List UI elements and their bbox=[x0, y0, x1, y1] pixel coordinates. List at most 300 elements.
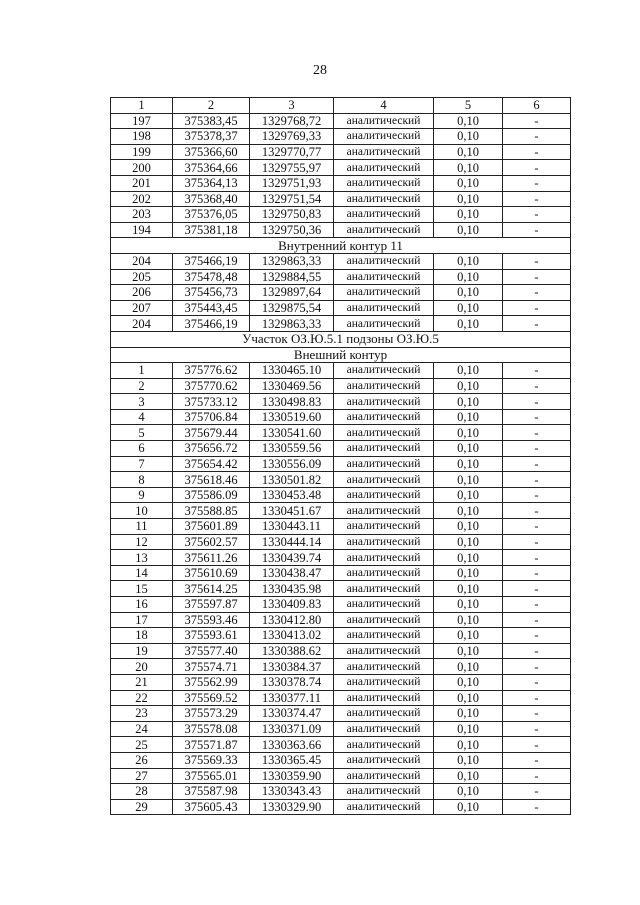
y-coordinate-cell: 1330501.82 bbox=[250, 472, 334, 488]
accuracy-cell: 0,10 bbox=[434, 674, 503, 690]
accuracy-cell: 0,10 bbox=[434, 144, 503, 160]
table-row bbox=[111, 519, 571, 535]
method-cell: аналитический bbox=[334, 784, 434, 800]
method-cell: аналитический bbox=[334, 690, 434, 706]
accuracy-cell: 0,10 bbox=[434, 378, 503, 394]
table-row bbox=[111, 175, 571, 191]
point-number-cell: 8 bbox=[111, 472, 173, 488]
accuracy-cell: 0,10 bbox=[434, 269, 503, 285]
note-cell: - bbox=[503, 503, 571, 519]
accuracy-cell: 0,10 bbox=[434, 706, 503, 722]
column-header: 6 bbox=[503, 98, 571, 114]
x-coordinate-cell: 375597.87 bbox=[173, 597, 250, 613]
table-row bbox=[111, 784, 571, 800]
accuracy-cell: 0,10 bbox=[434, 191, 503, 207]
note-cell: - bbox=[503, 144, 571, 160]
table-header-row bbox=[111, 98, 571, 114]
point-number-cell: 204 bbox=[111, 253, 173, 269]
point-number-cell: 5 bbox=[111, 425, 173, 441]
method-cell: аналитический bbox=[334, 799, 434, 815]
x-coordinate-cell: 375588.85 bbox=[173, 503, 250, 519]
y-coordinate-cell: 1330412.80 bbox=[250, 612, 334, 628]
note-cell: - bbox=[503, 409, 571, 425]
note-cell: - bbox=[503, 565, 571, 581]
y-coordinate-cell: 1330444.14 bbox=[250, 534, 334, 550]
accuracy-cell: 0,10 bbox=[434, 456, 503, 472]
point-number-cell: 197 bbox=[111, 113, 173, 129]
method-cell: аналитический bbox=[334, 487, 434, 503]
y-coordinate-cell: 1330469.56 bbox=[250, 378, 334, 394]
note-cell: - bbox=[503, 472, 571, 488]
y-coordinate-cell: 1330435.98 bbox=[250, 581, 334, 597]
x-coordinate-cell: 375706.84 bbox=[173, 409, 250, 425]
accuracy-cell: 0,10 bbox=[434, 721, 503, 737]
x-coordinate-cell: 375443,45 bbox=[173, 300, 250, 316]
y-coordinate-cell: 1329751,54 bbox=[250, 191, 334, 207]
method-cell: аналитический bbox=[334, 253, 434, 269]
table-row bbox=[111, 269, 571, 285]
y-coordinate-cell: 1329863,33 bbox=[250, 316, 334, 332]
y-coordinate-cell: 1330413.02 bbox=[250, 628, 334, 644]
method-cell: аналитический bbox=[334, 175, 434, 191]
point-number-cell: 28 bbox=[111, 784, 173, 800]
y-coordinate-cell: 1330329.90 bbox=[250, 799, 334, 815]
table-row bbox=[111, 456, 571, 472]
section-heading-row bbox=[111, 238, 571, 254]
note-cell: - bbox=[503, 581, 571, 597]
section-heading: Внешний контур bbox=[111, 347, 571, 363]
point-number-cell: 13 bbox=[111, 550, 173, 566]
y-coordinate-cell: 1329770,77 bbox=[250, 144, 334, 160]
x-coordinate-cell: 375466,19 bbox=[173, 316, 250, 332]
table-row bbox=[111, 394, 571, 410]
table-row bbox=[111, 659, 571, 675]
method-cell: аналитический bbox=[334, 659, 434, 675]
y-coordinate-cell: 1330343.43 bbox=[250, 784, 334, 800]
table-row bbox=[111, 643, 571, 659]
table-row bbox=[111, 425, 571, 441]
method-cell: аналитический bbox=[334, 674, 434, 690]
accuracy-cell: 0,10 bbox=[434, 316, 503, 332]
point-number-cell: 207 bbox=[111, 300, 173, 316]
point-number-cell: 20 bbox=[111, 659, 173, 675]
accuracy-cell: 0,10 bbox=[434, 487, 503, 503]
point-number-cell: 2 bbox=[111, 378, 173, 394]
method-cell: аналитический bbox=[334, 300, 434, 316]
x-coordinate-cell: 375366,60 bbox=[173, 144, 250, 160]
point-number-cell: 6 bbox=[111, 441, 173, 457]
point-number-cell: 205 bbox=[111, 269, 173, 285]
point-number-cell: 16 bbox=[111, 597, 173, 613]
x-coordinate-cell: 375478,48 bbox=[173, 269, 250, 285]
table-row bbox=[111, 300, 571, 316]
note-cell: - bbox=[503, 534, 571, 550]
method-cell: аналитический bbox=[334, 737, 434, 753]
accuracy-cell: 0,10 bbox=[434, 799, 503, 815]
table-row bbox=[111, 752, 571, 768]
point-number-cell: 201 bbox=[111, 175, 173, 191]
point-number-cell: 23 bbox=[111, 706, 173, 722]
method-cell: аналитический bbox=[334, 363, 434, 379]
note-cell: - bbox=[503, 207, 571, 223]
accuracy-cell: 0,10 bbox=[434, 253, 503, 269]
x-coordinate-cell: 375733.12 bbox=[173, 394, 250, 410]
y-coordinate-cell: 1330443.11 bbox=[250, 519, 334, 535]
column-header: 5 bbox=[434, 98, 503, 114]
note-cell: - bbox=[503, 300, 571, 316]
table-row bbox=[111, 628, 571, 644]
table-row bbox=[111, 144, 571, 160]
page-number: 28 bbox=[313, 63, 327, 78]
accuracy-cell: 0,10 bbox=[434, 503, 503, 519]
note-cell: - bbox=[503, 690, 571, 706]
note-cell: - bbox=[503, 597, 571, 613]
y-coordinate-cell: 1329875,54 bbox=[250, 300, 334, 316]
section-heading: Внутренний контур 11 bbox=[111, 238, 571, 254]
method-cell: аналитический bbox=[334, 456, 434, 472]
point-number-cell: 9 bbox=[111, 487, 173, 503]
y-coordinate-cell: 1330453.48 bbox=[250, 487, 334, 503]
x-coordinate-cell: 375573.29 bbox=[173, 706, 250, 722]
x-coordinate-cell: 375618.46 bbox=[173, 472, 250, 488]
x-coordinate-cell: 375610.69 bbox=[173, 565, 250, 581]
method-cell: аналитический bbox=[334, 160, 434, 176]
method-cell: аналитический bbox=[334, 519, 434, 535]
method-cell: аналитический bbox=[334, 612, 434, 628]
table-row bbox=[111, 472, 571, 488]
point-number-cell: 21 bbox=[111, 674, 173, 690]
table-row bbox=[111, 721, 571, 737]
note-cell: - bbox=[503, 768, 571, 784]
method-cell: аналитический bbox=[334, 472, 434, 488]
method-cell: аналитический bbox=[334, 628, 434, 644]
note-cell: - bbox=[503, 519, 571, 535]
x-coordinate-cell: 375656.72 bbox=[173, 441, 250, 457]
point-number-cell: 11 bbox=[111, 519, 173, 535]
table-row bbox=[111, 581, 571, 597]
column-header: 4 bbox=[334, 98, 434, 114]
table-row bbox=[111, 363, 571, 379]
y-coordinate-cell: 1329897,64 bbox=[250, 285, 334, 301]
table-row bbox=[111, 503, 571, 519]
note-cell: - bbox=[503, 378, 571, 394]
method-cell: аналитический bbox=[334, 643, 434, 659]
y-coordinate-cell: 1330388.62 bbox=[250, 643, 334, 659]
x-coordinate-cell: 375364,13 bbox=[173, 175, 250, 191]
note-cell: - bbox=[503, 285, 571, 301]
note-cell: - bbox=[503, 784, 571, 800]
accuracy-cell: 0,10 bbox=[434, 363, 503, 379]
note-cell: - bbox=[503, 659, 571, 675]
table-row bbox=[111, 706, 571, 722]
x-coordinate-cell: 375776.62 bbox=[173, 363, 250, 379]
accuracy-cell: 0,10 bbox=[434, 441, 503, 457]
table-row bbox=[111, 113, 571, 129]
section-heading-row bbox=[111, 331, 571, 347]
method-cell: аналитический bbox=[334, 378, 434, 394]
y-coordinate-cell: 1330556.09 bbox=[250, 456, 334, 472]
table-row bbox=[111, 222, 571, 238]
method-cell: аналитический bbox=[334, 550, 434, 566]
method-cell: аналитический bbox=[334, 113, 434, 129]
method-cell: аналитический bbox=[334, 706, 434, 722]
point-number-cell: 198 bbox=[111, 129, 173, 145]
point-number-cell: 7 bbox=[111, 456, 173, 472]
note-cell: - bbox=[503, 363, 571, 379]
method-cell: аналитический bbox=[334, 581, 434, 597]
table-row bbox=[111, 409, 571, 425]
table-row bbox=[111, 534, 571, 550]
table-row bbox=[111, 191, 571, 207]
table-row bbox=[111, 129, 571, 145]
method-cell: аналитический bbox=[334, 129, 434, 145]
x-coordinate-cell: 375605.43 bbox=[173, 799, 250, 815]
point-number-cell: 18 bbox=[111, 628, 173, 644]
section-heading: Участок ОЗ.Ю.5.1 подзоны ОЗ.Ю.5 bbox=[111, 331, 571, 347]
y-coordinate-cell: 1329863,33 bbox=[250, 253, 334, 269]
table-row bbox=[111, 316, 571, 332]
x-coordinate-cell: 375578.08 bbox=[173, 721, 250, 737]
y-coordinate-cell: 1330371.09 bbox=[250, 721, 334, 737]
method-cell: аналитический bbox=[334, 768, 434, 784]
x-coordinate-cell: 375679.44 bbox=[173, 425, 250, 441]
y-coordinate-cell: 1330359.90 bbox=[250, 768, 334, 784]
accuracy-cell: 0,10 bbox=[434, 534, 503, 550]
accuracy-cell: 0,10 bbox=[434, 690, 503, 706]
note-cell: - bbox=[503, 752, 571, 768]
accuracy-cell: 0,10 bbox=[434, 472, 503, 488]
point-number-cell: 10 bbox=[111, 503, 173, 519]
point-number-cell: 200 bbox=[111, 160, 173, 176]
point-number-cell: 204 bbox=[111, 316, 173, 332]
accuracy-cell: 0,10 bbox=[434, 784, 503, 800]
method-cell: аналитический bbox=[334, 565, 434, 581]
method-cell: аналитический bbox=[334, 222, 434, 238]
x-coordinate-cell: 375593.61 bbox=[173, 628, 250, 644]
point-number-cell: 26 bbox=[111, 752, 173, 768]
method-cell: аналитический bbox=[334, 316, 434, 332]
y-coordinate-cell: 1329768,72 bbox=[250, 113, 334, 129]
method-cell: аналитический bbox=[334, 409, 434, 425]
section-heading-row bbox=[111, 347, 571, 363]
table-row bbox=[111, 487, 571, 503]
y-coordinate-cell: 1330374.47 bbox=[250, 706, 334, 722]
table-body bbox=[111, 98, 571, 815]
x-coordinate-cell: 375378,37 bbox=[173, 129, 250, 145]
point-number-cell: 14 bbox=[111, 565, 173, 581]
x-coordinate-cell: 375466,19 bbox=[173, 253, 250, 269]
accuracy-cell: 0,10 bbox=[434, 550, 503, 566]
table-row bbox=[111, 565, 571, 581]
accuracy-cell: 0,10 bbox=[434, 113, 503, 129]
accuracy-cell: 0,10 bbox=[434, 129, 503, 145]
method-cell: аналитический bbox=[334, 752, 434, 768]
note-cell: - bbox=[503, 721, 571, 737]
note-cell: - bbox=[503, 253, 571, 269]
note-cell: - bbox=[503, 612, 571, 628]
note-cell: - bbox=[503, 160, 571, 176]
note-cell: - bbox=[503, 394, 571, 410]
column-header: 1 bbox=[111, 98, 173, 114]
x-coordinate-cell: 375654.42 bbox=[173, 456, 250, 472]
note-cell: - bbox=[503, 799, 571, 815]
method-cell: аналитический bbox=[334, 191, 434, 207]
accuracy-cell: 0,10 bbox=[434, 581, 503, 597]
accuracy-cell: 0,10 bbox=[434, 394, 503, 410]
x-coordinate-cell: 375602.57 bbox=[173, 534, 250, 550]
note-cell: - bbox=[503, 487, 571, 503]
y-coordinate-cell: 1330519.60 bbox=[250, 409, 334, 425]
y-coordinate-cell: 1330498.83 bbox=[250, 394, 334, 410]
y-coordinate-cell: 1330439.74 bbox=[250, 550, 334, 566]
x-coordinate-cell: 375368,40 bbox=[173, 191, 250, 207]
x-coordinate-cell: 375571.87 bbox=[173, 737, 250, 753]
y-coordinate-cell: 1329769,33 bbox=[250, 129, 334, 145]
accuracy-cell: 0,10 bbox=[434, 737, 503, 753]
column-header: 3 bbox=[250, 98, 334, 114]
x-coordinate-cell: 375569.33 bbox=[173, 752, 250, 768]
y-coordinate-cell: 1329750,36 bbox=[250, 222, 334, 238]
y-coordinate-cell: 1330378.74 bbox=[250, 674, 334, 690]
table-row bbox=[111, 550, 571, 566]
accuracy-cell: 0,10 bbox=[434, 425, 503, 441]
point-number-cell: 24 bbox=[111, 721, 173, 737]
y-coordinate-cell: 1330541.60 bbox=[250, 425, 334, 441]
point-number-cell: 19 bbox=[111, 643, 173, 659]
table-row bbox=[111, 207, 571, 223]
column-header: 2 bbox=[173, 98, 250, 114]
accuracy-cell: 0,10 bbox=[434, 752, 503, 768]
x-coordinate-cell: 375376,05 bbox=[173, 207, 250, 223]
table-row bbox=[111, 285, 571, 301]
accuracy-cell: 0,10 bbox=[434, 222, 503, 238]
x-coordinate-cell: 375614.25 bbox=[173, 581, 250, 597]
note-cell: - bbox=[503, 550, 571, 566]
accuracy-cell: 0,10 bbox=[434, 300, 503, 316]
y-coordinate-cell: 1330438.47 bbox=[250, 565, 334, 581]
note-cell: - bbox=[503, 425, 571, 441]
table-row bbox=[111, 799, 571, 815]
point-number-cell: 25 bbox=[111, 737, 173, 753]
accuracy-cell: 0,10 bbox=[434, 643, 503, 659]
y-coordinate-cell: 1330451.67 bbox=[250, 503, 334, 519]
x-coordinate-cell: 375601.89 bbox=[173, 519, 250, 535]
accuracy-cell: 0,10 bbox=[434, 597, 503, 613]
method-cell: аналитический bbox=[334, 534, 434, 550]
x-coordinate-cell: 375381,18 bbox=[173, 222, 250, 238]
note-cell: - bbox=[503, 175, 571, 191]
accuracy-cell: 0,10 bbox=[434, 409, 503, 425]
point-number-cell: 206 bbox=[111, 285, 173, 301]
note-cell: - bbox=[503, 674, 571, 690]
point-number-cell: 4 bbox=[111, 409, 173, 425]
point-number-cell: 22 bbox=[111, 690, 173, 706]
x-coordinate-cell: 375456,73 bbox=[173, 285, 250, 301]
point-number-cell: 15 bbox=[111, 581, 173, 597]
y-coordinate-cell: 1330384.37 bbox=[250, 659, 334, 675]
x-coordinate-cell: 375611.26 bbox=[173, 550, 250, 566]
table-row bbox=[111, 378, 571, 394]
note-cell: - bbox=[503, 456, 571, 472]
note-cell: - bbox=[503, 643, 571, 659]
point-number-cell: 194 bbox=[111, 222, 173, 238]
note-cell: - bbox=[503, 628, 571, 644]
y-coordinate-cell: 1330363.66 bbox=[250, 737, 334, 753]
x-coordinate-cell: 375383,45 bbox=[173, 113, 250, 129]
table-row bbox=[111, 737, 571, 753]
point-number-cell: 1 bbox=[111, 363, 173, 379]
y-coordinate-cell: 1329755,97 bbox=[250, 160, 334, 176]
x-coordinate-cell: 375565.01 bbox=[173, 768, 250, 784]
x-coordinate-cell: 375562.99 bbox=[173, 674, 250, 690]
point-number-cell: 3 bbox=[111, 394, 173, 410]
x-coordinate-cell: 375569.52 bbox=[173, 690, 250, 706]
accuracy-cell: 0,10 bbox=[434, 519, 503, 535]
x-coordinate-cell: 375586.09 bbox=[173, 487, 250, 503]
y-coordinate-cell: 1330377.11 bbox=[250, 690, 334, 706]
table-row bbox=[111, 674, 571, 690]
note-cell: - bbox=[503, 737, 571, 753]
method-cell: аналитический bbox=[334, 503, 434, 519]
accuracy-cell: 0,10 bbox=[434, 768, 503, 784]
point-number-cell: 27 bbox=[111, 768, 173, 784]
y-coordinate-cell: 1330409.83 bbox=[250, 597, 334, 613]
method-cell: аналитический bbox=[334, 441, 434, 457]
point-number-cell: 203 bbox=[111, 207, 173, 223]
point-number-cell: 12 bbox=[111, 534, 173, 550]
point-number-cell: 199 bbox=[111, 144, 173, 160]
table-row bbox=[111, 690, 571, 706]
table-row bbox=[111, 160, 571, 176]
x-coordinate-cell: 375574.71 bbox=[173, 659, 250, 675]
accuracy-cell: 0,10 bbox=[434, 565, 503, 581]
accuracy-cell: 0,10 bbox=[434, 160, 503, 176]
method-cell: аналитический bbox=[334, 425, 434, 441]
method-cell: аналитический bbox=[334, 144, 434, 160]
note-cell: - bbox=[503, 129, 571, 145]
method-cell: аналитический bbox=[334, 394, 434, 410]
point-number-cell: 202 bbox=[111, 191, 173, 207]
table-row bbox=[111, 253, 571, 269]
accuracy-cell: 0,10 bbox=[434, 207, 503, 223]
coordinates-table bbox=[110, 97, 571, 815]
accuracy-cell: 0,10 bbox=[434, 285, 503, 301]
note-cell: - bbox=[503, 113, 571, 129]
table-row bbox=[111, 612, 571, 628]
y-coordinate-cell: 1329751,93 bbox=[250, 175, 334, 191]
x-coordinate-cell: 375577.40 bbox=[173, 643, 250, 659]
x-coordinate-cell: 375770.62 bbox=[173, 378, 250, 394]
x-coordinate-cell: 375593.46 bbox=[173, 612, 250, 628]
method-cell: аналитический bbox=[334, 285, 434, 301]
note-cell: - bbox=[503, 706, 571, 722]
point-number-cell: 17 bbox=[111, 612, 173, 628]
x-coordinate-cell: 375364,66 bbox=[173, 160, 250, 176]
point-number-cell: 29 bbox=[111, 799, 173, 815]
table-row bbox=[111, 441, 571, 457]
note-cell: - bbox=[503, 441, 571, 457]
accuracy-cell: 0,10 bbox=[434, 612, 503, 628]
y-coordinate-cell: 1330465.10 bbox=[250, 363, 334, 379]
method-cell: аналитический bbox=[334, 269, 434, 285]
note-cell: - bbox=[503, 191, 571, 207]
accuracy-cell: 0,10 bbox=[434, 628, 503, 644]
note-cell: - bbox=[503, 269, 571, 285]
note-cell: - bbox=[503, 316, 571, 332]
method-cell: аналитический bbox=[334, 597, 434, 613]
y-coordinate-cell: 1329884,55 bbox=[250, 269, 334, 285]
accuracy-cell: 0,10 bbox=[434, 659, 503, 675]
